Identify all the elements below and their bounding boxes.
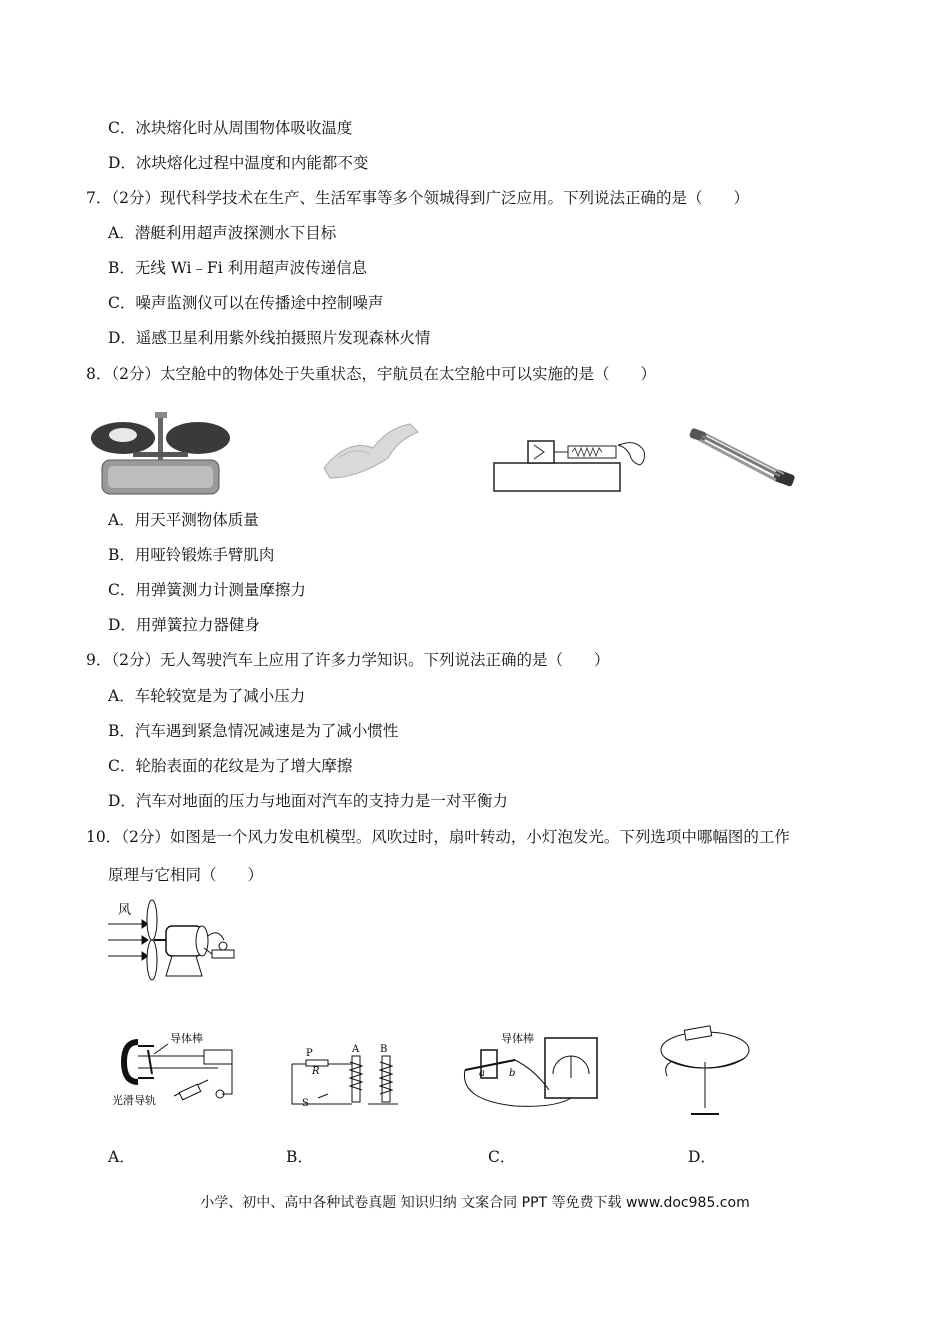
- q7-option-d: D．遥感卫星利用紫外线拍摄照片发现森林火情: [108, 329, 431, 347]
- q10-stem-line2: 原理与它相同（ ）: [108, 866, 264, 884]
- q6-option-d: D．冰块熔化过程中温度和内能都不变: [108, 154, 369, 172]
- figure-b-electromagnets: [288, 1042, 408, 1112]
- figure-a-rail-label: 光滑导轨: [112, 1094, 156, 1107]
- spring-chest-expander-figure: [688, 428, 798, 488]
- figure-c-a-label: a: [479, 1068, 485, 1079]
- q9-option-d: D．汽车对地面的压力与地面对汽车的支持力是一对平衡力: [108, 792, 508, 810]
- q6-option-c: C．冰块熔化时从周围物体吸收温度: [108, 119, 353, 137]
- q8-option-d: D．用弹簧拉力器健身: [108, 616, 260, 634]
- figure-b-s-label: S: [302, 1098, 309, 1109]
- q10-caption-b: B．: [286, 1148, 313, 1166]
- figure-b-p-label: P: [306, 1048, 313, 1059]
- q10-caption-c: C．: [488, 1148, 516, 1166]
- q10-stem-line1: 10．（2分）如图是一个风力发电机模型。风吹过时，扇叶转动，小灯泡发光。下列选项中哪幅图的工作: [86, 828, 790, 846]
- q9-option-a: A．车轮较宽是为了减小压力: [108, 687, 306, 705]
- figure-a-rod-label: 导体棒: [170, 1032, 203, 1045]
- spring-scale-friction-figure: [492, 425, 652, 495]
- q7-option-a: A．潜艇利用超声波探测水下目标: [108, 224, 337, 242]
- q7-option-b: B．无线 Wi﹣Fi 利用超声波传递信息: [108, 259, 368, 277]
- figure-c-rod-galvanometer: [455, 1030, 605, 1110]
- q7-stem: 7．（2分）现代科学技术在生产、生活军事等多个领城得到广泛应用。下列说法正确的是（ ）: [86, 189, 749, 207]
- q8-option-a: A．用天平测物体质量: [108, 511, 259, 529]
- figure-c-b-label: b: [509, 1068, 516, 1079]
- page-footer: 小学、初中、高中各种试卷真题 知识归纳 文案合同 PPT 等免费下载 www.doc985.com: [200, 1195, 750, 1211]
- q8-stem: 8．（2分）太空舱中的物体处于失重状态，宇航员在太空舱中可以实施的是（ ）: [86, 365, 656, 383]
- figure-b-r-label: R: [312, 1066, 320, 1077]
- q8-option-b: B．用哑铃锻炼手臂肌肉: [108, 546, 275, 564]
- figure-b-a-label: A: [352, 1044, 360, 1055]
- figure-b-b-label: B: [380, 1044, 388, 1055]
- q7-option-c: C．噪声监测仪可以在传播途中控制噪声: [108, 294, 384, 312]
- figure-c-rod-label: 导体棒: [501, 1032, 534, 1045]
- wind-label: 风: [118, 903, 132, 918]
- balance-scale-figure: [88, 410, 233, 500]
- q9-stem: 9．（2分）无人驾驶汽车上应用了许多力学知识。下列说法正确的是（ ）: [86, 651, 610, 669]
- q9-option-c: C．轮胎表面的花纹是为了增大摩擦: [108, 757, 353, 775]
- q10-caption-d: D．: [688, 1148, 716, 1166]
- q9-option-b: B．汽车遇到紧急情况减速是为了减小惯性: [108, 722, 399, 740]
- figure-a-conductor-rails: [108, 1030, 258, 1110]
- q8-option-c: C．用弹簧测力计测量摩擦力: [108, 581, 306, 599]
- q10-caption-a: A．: [108, 1148, 135, 1166]
- figure-d-rotating-coil: [655, 1022, 755, 1122]
- wind-generator-figure: [104, 896, 244, 982]
- dumbbell-arm-figure: [318, 418, 426, 480]
